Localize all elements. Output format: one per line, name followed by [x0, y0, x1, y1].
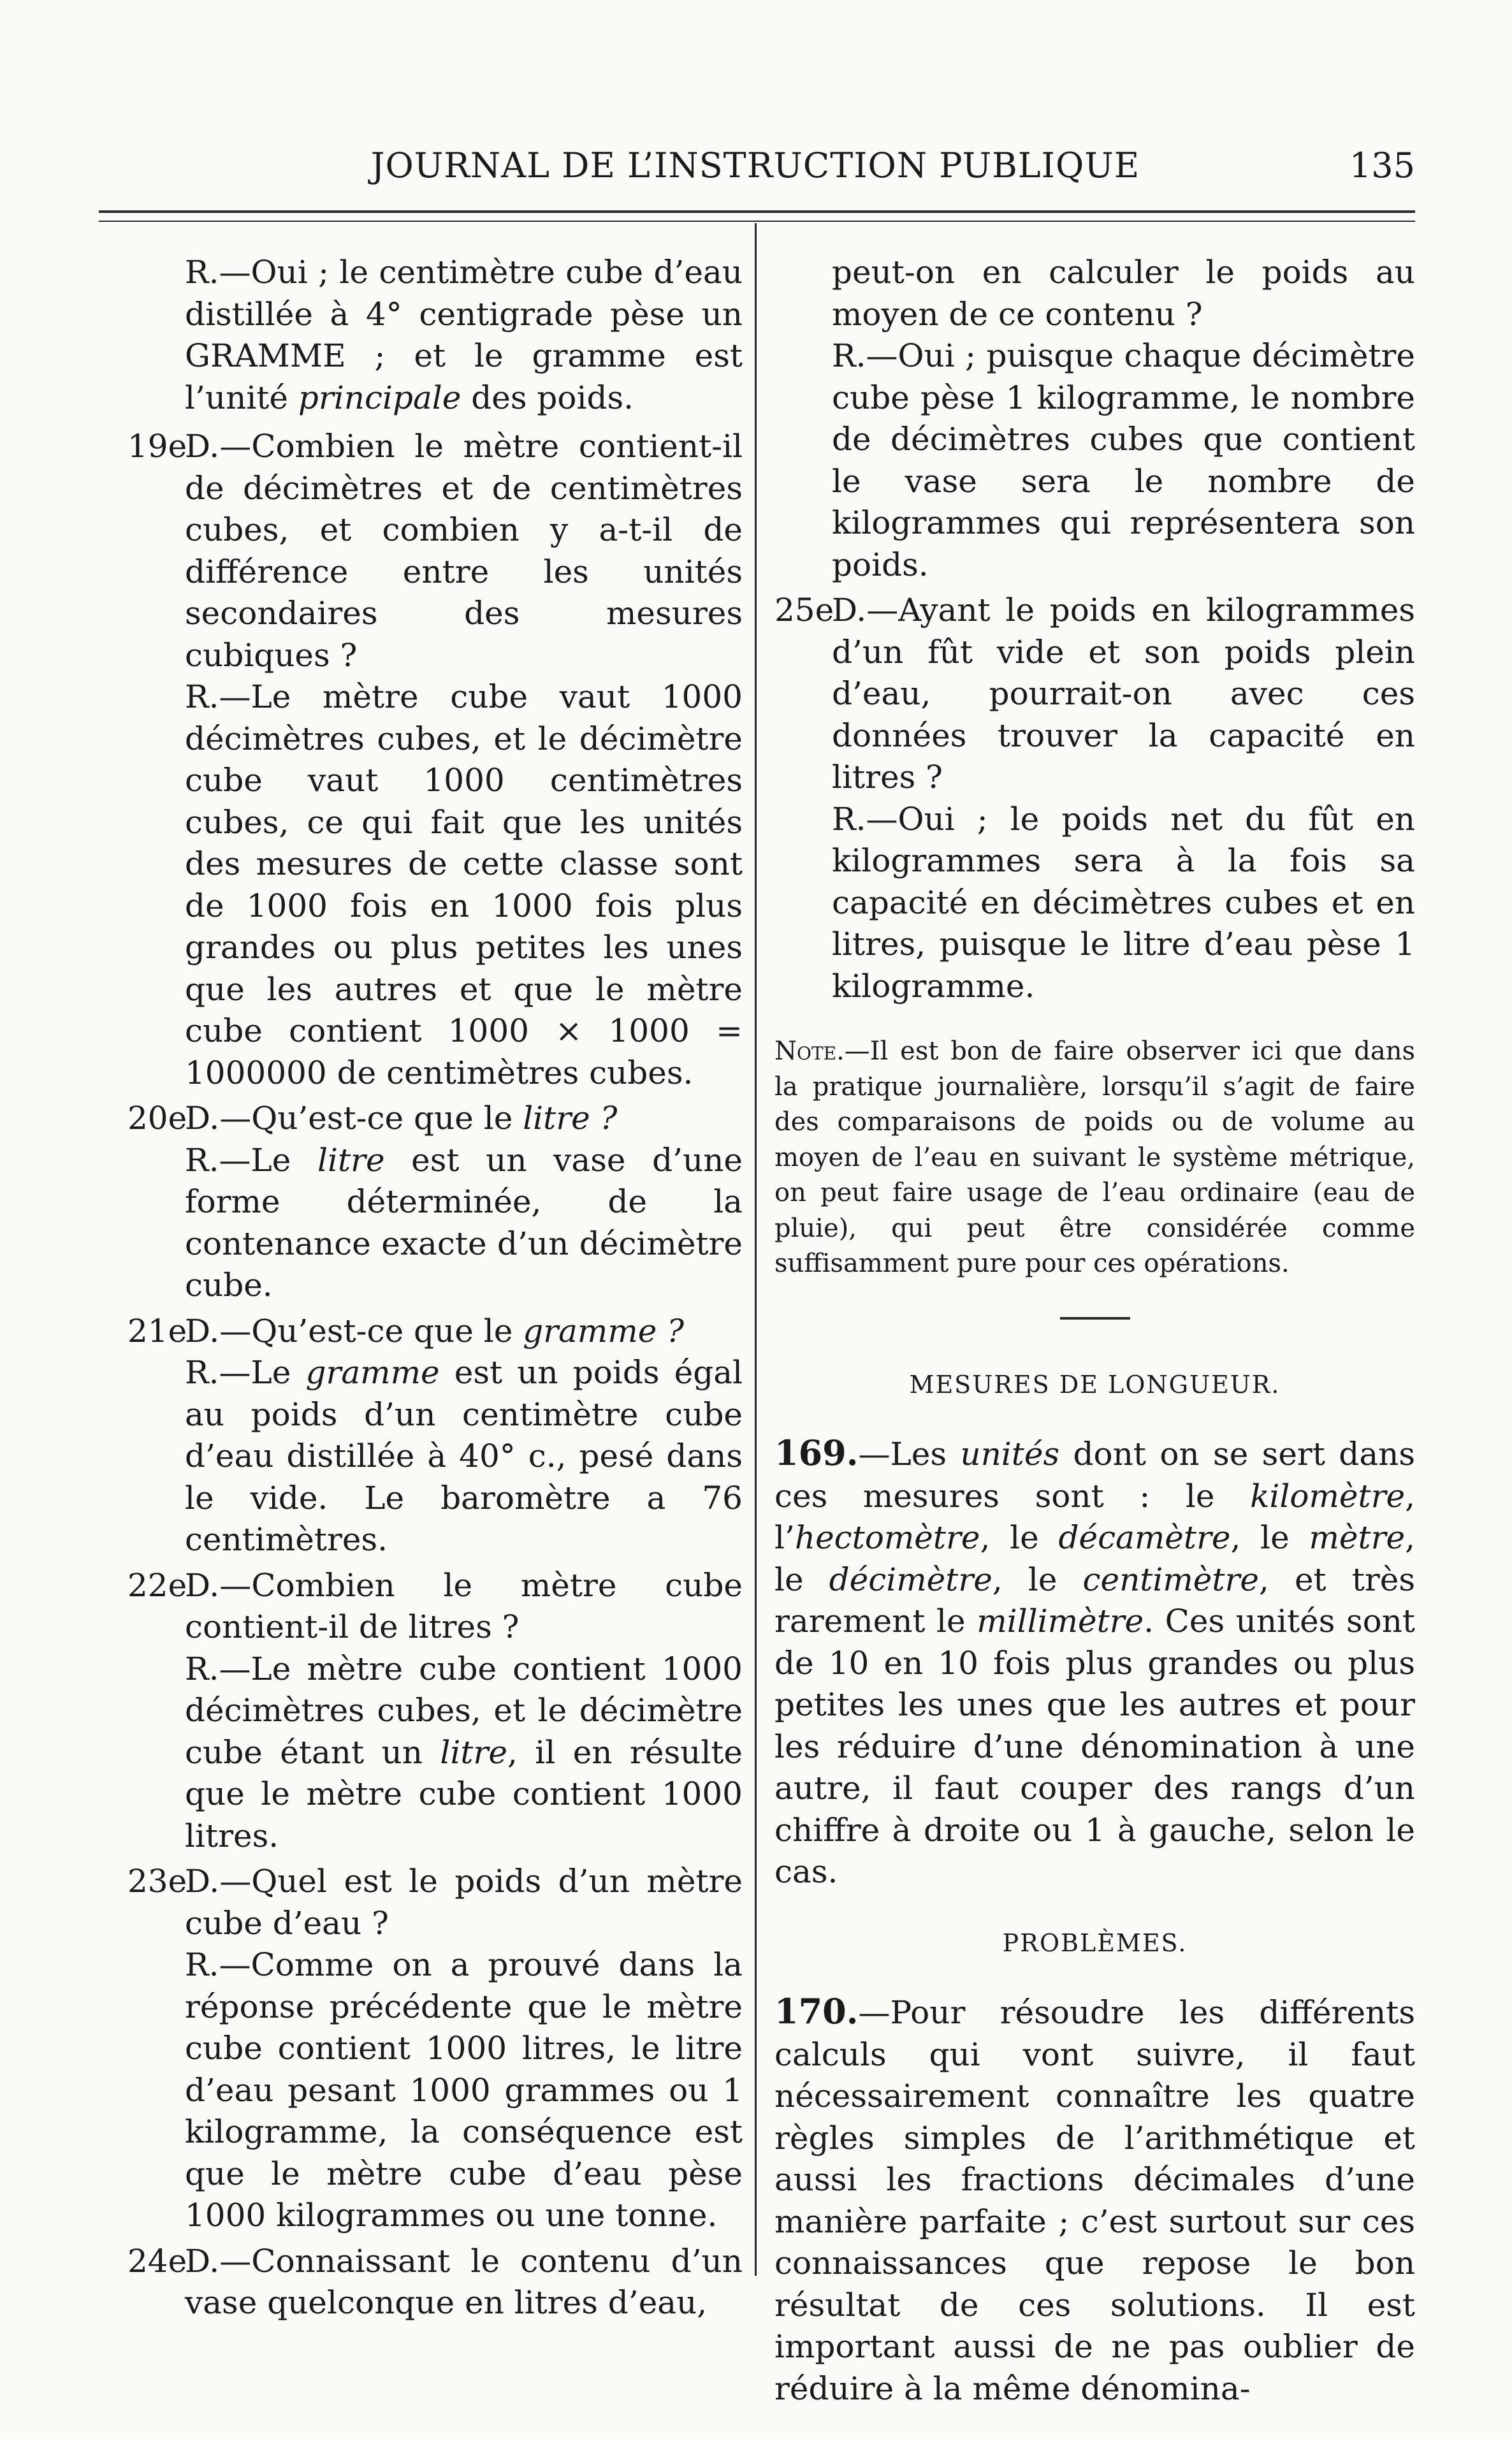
- question-25: [774, 590, 1415, 1007]
- question-24-continued: [774, 252, 1415, 586]
- term-gramme: GRAMME: [185, 337, 346, 374]
- section-heading-longueur: MESURES DE LONGUEUR.: [909, 1370, 1281, 1399]
- note-paragraph: Note.—Il est bon de faire observer ici que dans la pratique journalière, lorsqu’il s’agit de faire des comparaisons de poids ou de volume au moyen de l’eau en suivant le système métrique, on peut faire usage de l’eau ordinaire (eau de pluie), qui peut être considérée comme suffisamment pure pour ces opérations.: [774, 1037, 1415, 1278]
- question-24: [127, 2241, 743, 2324]
- right-column: [774, 252, 1415, 2439]
- question-text: D.—Connaissant le contenu d’un vase quelconque en litres d’eau,: [185, 2242, 743, 2321]
- question-number: 25e: [774, 592, 834, 629]
- term-principale: principale: [298, 379, 462, 416]
- page-number: 135: [1349, 145, 1415, 186]
- question-22: [127, 1565, 743, 1858]
- article-170: 170.—Pour résoudre les différents calculs qui vont suivre, il faut nécessairement connaître les quatre règles simples de l’arithmétique et aussi les fractions décimales d’une manière parfaite ; c’est surtout sur ces connaissances que repose le bon résultat de ces solutions. Il est important aussi de ne pas oublier de réduire à la même dénomina-: [774, 1991, 1415, 2407]
- question-number: 24e: [127, 2242, 187, 2280]
- answer-text: R.—Comme on a prouvé dans la réponse précédente que le mètre cube contient 1000 litres, le litre d’eau pesant 1000 grammes ou 1 kilogramme, la conséquence est que le mètre cube d’eau pèse 1000 kilogrammes ou une tonne.: [185, 1946, 743, 2234]
- header-rule-thin: [99, 221, 1415, 222]
- question-text: D.—Combien le mètre cube contient-il de litres ?: [185, 1566, 743, 1645]
- question-number: 20e: [127, 1100, 187, 1137]
- article-169: 169.—Les unités dont on se sert dans ces mesures sont : le kilomètre, l’hectomètre, le décamètre, le mètre, le décimètre, le centimètre, et très rarement le millimètre. Ces unités sont de 10 en 10 fois plus grandes ou plus petites les unes que les autres et pour les réduire d’une dénomination à une autre, il faut couper des rangs d’un chiffre à droite ou 1 à gauche, selon le cas.: [774, 1432, 1415, 1890]
- note-label: Note.: [774, 1037, 845, 1066]
- header-rule-thick: [99, 210, 1415, 213]
- answer-text: R.—Oui ; puisque chaque décimètre cube pèse 1 kilogramme, le nombre de décimètres cubes que contient le vase sera le nombre de kilogrammes qui représentera son poids.: [832, 337, 1415, 583]
- answer-18: R.—Oui ; le centimètre cube d’eau distillée à 4° centigrade pèse un GRAMME ; et le gramme est l’unité principale des poids.: [185, 254, 743, 416]
- article-number: 169.: [774, 1432, 859, 1473]
- answer-text: R.—Le gramme est un poids égal au poids d’un centimètre cube d’eau distillée à 40° c., pesé dans le vide. Le baromètre a 76 centimètres.: [185, 1354, 743, 1558]
- question-text: peut-on en calculer le poids au moyen de ce contenu ?: [832, 254, 1415, 333]
- question-19: [127, 426, 743, 1094]
- question-number: 22e: [127, 1566, 187, 1604]
- article-number: 170.: [774, 1991, 859, 2032]
- question-text: D.—Ayant le poids en kilogrammes d’un fût vide et son poids plein d’eau, pourrait-on avec ces données trouver la capacité en litres ?: [832, 592, 1415, 796]
- question-text: D.—Qu’est-ce que le gramme ?: [185, 1312, 685, 1350]
- running-header: [96, 145, 1415, 196]
- section-heading-problemes: PROBLÈMES.: [1002, 1928, 1188, 1957]
- answer-text: R.—Oui ; le poids net du fût en kilogrammes sera à la fois sa capacité en décimètres cubes et en litres, puisque le litre d’eau pèse 1 kilogramme.: [832, 800, 1415, 1005]
- answer-text: R.—Le litre est un vase d’une forme déterminée, de la contenance exacte d’un décimètre cube.: [185, 1141, 743, 1304]
- column-divider: [755, 223, 757, 2276]
- question-text: D.—Qu’est-ce que le litre ?: [185, 1100, 618, 1137]
- question-number: 21e: [127, 1312, 187, 1350]
- answer-text: R.—Le mètre cube contient 1000 décimètres cubes, et le décimètre cube étant un litre, il en résulte que le mètre cube contient 1000 litres.: [185, 1650, 743, 1854]
- question-text: D.—Quel est le poids d’un mètre cube d’eau ?: [185, 1863, 743, 1942]
- answer-text: R.—Le mètre cube vaut 1000 décimètres cubes, et le décimètre cube vaut 1000 centimètres cubes, ce qui fait que les unités des mesures de cette classe sont de 1000 fois en 1000 fois plus grandes ou plus petites les unes que les autres et que le mètre cube contient 1000 × 1000 = 1000000 de centimètres cubes.: [185, 678, 743, 1091]
- question-23: [127, 1861, 743, 2237]
- question-text: D.—Combien le mètre contient-il de décimètres et de centimètres cubes, et combien y a-t-il de différence entre les unités secondaires des mesures cubiques ?: [185, 428, 743, 674]
- section-separator: [1060, 1317, 1130, 1320]
- question-number: 19e: [127, 428, 187, 465]
- journal-title: JOURNAL DE L’INSTRUCTION PUBLIQUE: [370, 145, 1140, 186]
- question-20: [127, 1098, 743, 1307]
- question-number: 23e: [127, 1863, 187, 1900]
- left-column: [127, 252, 743, 2328]
- question-21: [127, 1311, 743, 1561]
